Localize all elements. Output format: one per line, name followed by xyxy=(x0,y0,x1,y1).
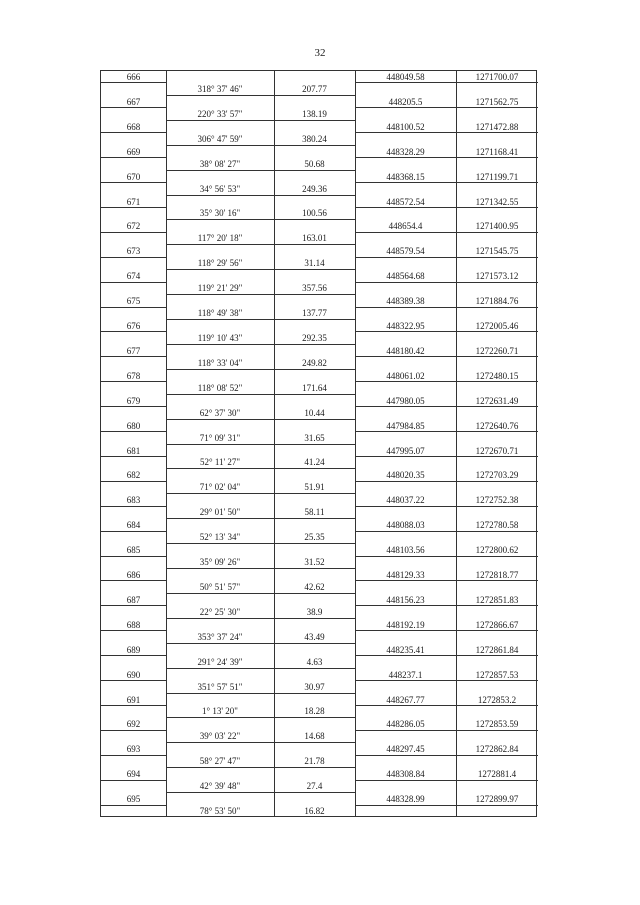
x-coordinate: 448192.19 xyxy=(386,619,425,630)
point-number: 682 xyxy=(126,470,141,481)
point-number: 666 xyxy=(126,72,141,82)
bearing-angle: 50° 51' 57" xyxy=(199,581,241,592)
bearing-angle: 119° 21' 29" xyxy=(197,283,243,294)
segment-distance: 21.78 xyxy=(304,756,325,767)
x-coordinate: 448297.45 xyxy=(386,744,425,755)
bearing-angle: 351° 57' 51" xyxy=(197,681,243,692)
y-coordinate: 1271342.55 xyxy=(475,196,519,207)
page-number: 32 xyxy=(314,47,326,59)
y-coordinate: 1272857.53 xyxy=(475,669,519,680)
segment-distance: 249.82 xyxy=(302,357,327,368)
y-coordinate: 1272703.29 xyxy=(475,470,519,481)
segment-distance: 50.68 xyxy=(304,158,325,169)
row-divider xyxy=(166,145,355,146)
segment-distance: 31.52 xyxy=(304,557,325,568)
point-number: 693 xyxy=(126,744,141,755)
x-coordinate: 448572.54 xyxy=(386,196,425,207)
segment-distance: 207.77 xyxy=(302,83,327,94)
bearing-angle: 119° 10' 43" xyxy=(197,332,243,343)
point-number: 685 xyxy=(126,545,141,556)
row-divider xyxy=(166,269,355,270)
segment-distance: 138.19 xyxy=(302,108,327,119)
x-coordinate: 448654.4 xyxy=(388,221,423,232)
row-divider xyxy=(166,294,355,295)
y-coordinate: 1271700.07 xyxy=(475,72,519,82)
segment-distance: 43.49 xyxy=(304,631,325,642)
bearing-angle: 52° 13' 34" xyxy=(199,532,241,543)
row-divider xyxy=(166,493,355,494)
segment-distance: 42.62 xyxy=(304,581,325,592)
row-divider xyxy=(166,742,355,743)
point-number: 674 xyxy=(126,271,141,282)
x-coordinate: 448308.84 xyxy=(386,769,425,780)
x-coordinate: 448286.05 xyxy=(386,719,425,730)
x-coordinate: 448020.35 xyxy=(386,470,425,481)
bearing-angle: 1° 13' 20" xyxy=(202,706,238,717)
x-coordinate: 448389.38 xyxy=(386,296,425,307)
y-coordinate: 1272861.84 xyxy=(475,644,519,655)
x-coordinate: 448129.33 xyxy=(386,570,425,580)
bearing-angle: 353° 37' 24" xyxy=(197,631,243,642)
bearing-angle: 29° 01' 50" xyxy=(199,507,241,518)
row-divider xyxy=(166,170,355,171)
x-coordinate: 448328.29 xyxy=(386,146,425,157)
y-coordinate: 1272862.84 xyxy=(475,744,519,755)
x-coordinate: 448205.5 xyxy=(388,96,423,107)
row-divider xyxy=(166,419,355,420)
y-coordinate: 1271545.75 xyxy=(475,246,519,257)
row-divider xyxy=(166,668,355,669)
point-number: 689 xyxy=(126,644,141,655)
point-number: 675 xyxy=(126,296,141,307)
y-coordinate: 1272851.83 xyxy=(475,594,519,605)
point-number: 690 xyxy=(126,669,141,680)
y-coordinate: 1272640.76 xyxy=(475,420,519,431)
segment-distance: 38.9 xyxy=(306,606,323,617)
x-coordinate: 447980.05 xyxy=(386,395,425,406)
segment-distance: 27.4 xyxy=(306,781,323,792)
row-divider xyxy=(166,568,355,569)
point-number: 684 xyxy=(126,520,141,531)
row-divider xyxy=(166,244,355,245)
point-number: 672 xyxy=(126,221,141,232)
x-coordinate: 448061.02 xyxy=(386,370,425,381)
point-number: 669 xyxy=(126,146,141,157)
point-number: 681 xyxy=(126,445,141,456)
segment-distance: 171.64 xyxy=(302,382,327,393)
segment-distance: 51.91 xyxy=(304,482,325,493)
x-coordinate: 448328.99 xyxy=(386,794,425,805)
point-number: 695 xyxy=(126,794,141,805)
bearing-angle: 118° 49' 38" xyxy=(197,308,243,319)
row-divider xyxy=(166,344,355,345)
row-divider xyxy=(166,518,355,519)
point-number: 680 xyxy=(126,420,141,431)
point-number: 687 xyxy=(126,594,141,605)
row-divider xyxy=(166,120,355,121)
y-coordinate: 1272752.38 xyxy=(475,495,519,506)
bearing-angle: 118° 08' 52" xyxy=(197,382,243,393)
row-divider xyxy=(166,543,355,544)
coordinate-table xyxy=(100,70,537,817)
y-coordinate: 1271400.95 xyxy=(475,221,519,232)
x-coordinate: 448156.23 xyxy=(386,594,425,605)
segment-distance: 16.82 xyxy=(304,806,325,817)
segment-distance: 41.24 xyxy=(304,457,325,468)
x-coordinate: 448579.54 xyxy=(386,246,425,257)
row-divider xyxy=(166,219,355,220)
row-divider xyxy=(166,95,355,96)
row-divider xyxy=(166,618,355,619)
y-coordinate: 1272818.77 xyxy=(475,570,519,580)
point-number: 679 xyxy=(126,395,141,406)
bearing-angle: 35° 09' 26" xyxy=(199,557,241,568)
y-coordinate: 1272853.59 xyxy=(475,719,519,730)
bearing-angle: 35° 30' 16" xyxy=(199,208,241,219)
row-divider xyxy=(166,195,355,196)
x-coordinate: 448235.41 xyxy=(386,644,425,655)
row-divider xyxy=(166,444,355,445)
bearing-angle: 318° 37' 46" xyxy=(197,83,243,94)
bearing-angle: 38° 08' 27" xyxy=(199,158,241,169)
segment-distance: 292.35 xyxy=(302,332,327,343)
row-divider xyxy=(166,717,355,718)
y-coordinate: 1272853.2 xyxy=(477,694,517,705)
y-coordinate: 1272480.15 xyxy=(475,370,519,381)
point-number: 670 xyxy=(126,171,141,182)
y-coordinate: 1272881.4 xyxy=(477,769,517,780)
segment-distance: 25.35 xyxy=(304,532,325,543)
y-coordinate: 1272866.67 xyxy=(475,619,519,630)
row-divider xyxy=(166,468,355,469)
row-divider xyxy=(166,693,355,694)
bearing-angle: 34° 56' 53" xyxy=(199,183,241,194)
row-divider xyxy=(166,767,355,768)
segment-distance: 100.56 xyxy=(302,208,327,219)
segment-distance: 357.56 xyxy=(302,283,327,294)
segment-distance: 14.68 xyxy=(304,731,325,742)
bearing-angle: 42° 39' 48" xyxy=(199,781,241,792)
row-divider xyxy=(166,394,355,395)
bearing-angle: 71° 09' 31" xyxy=(199,432,241,443)
bearing-angle: 78° 53' 50" xyxy=(199,806,241,817)
y-coordinate: 1272670.71 xyxy=(475,445,519,456)
y-coordinate: 1272800.62 xyxy=(475,545,519,556)
bearing-angle: 39° 03' 22" xyxy=(199,731,241,742)
segment-distance: 31.14 xyxy=(304,258,325,269)
x-coordinate: 448100.52 xyxy=(386,121,425,132)
point-number: 691 xyxy=(126,694,141,705)
point-number: 677 xyxy=(126,345,141,356)
bearing-angle: 118° 29' 56" xyxy=(197,258,243,269)
bearing-angle: 58° 27' 47" xyxy=(199,756,241,767)
y-coordinate: 1271168.41 xyxy=(475,146,519,157)
x-coordinate: 448237.1 xyxy=(388,669,423,680)
x-coordinate: 448564.68 xyxy=(386,271,425,282)
row-divider xyxy=(166,792,355,793)
y-coordinate: 1272260.71 xyxy=(475,345,519,356)
point-number: 688 xyxy=(126,619,141,630)
point-number: 694 xyxy=(126,769,141,780)
point-number: 676 xyxy=(126,321,141,331)
point-number: 673 xyxy=(126,246,141,257)
y-coordinate: 1272631.49 xyxy=(475,395,519,406)
point-number: 671 xyxy=(126,196,141,207)
bearing-angle: 291° 24' 39" xyxy=(197,656,243,667)
bearing-angle: 52° 11' 27" xyxy=(199,457,241,468)
row-divider xyxy=(166,643,355,644)
x-coordinate: 448103.56 xyxy=(386,545,425,556)
x-coordinate: 448088.03 xyxy=(386,520,425,531)
y-coordinate: 1271562.75 xyxy=(475,96,519,107)
point-number: 686 xyxy=(126,570,141,580)
point-number: 667 xyxy=(126,96,141,107)
segment-distance: 137.77 xyxy=(302,308,327,319)
y-coordinate: 1271573.12 xyxy=(475,271,519,282)
bearing-angle: 71° 02' 04" xyxy=(199,482,241,493)
point-number: 668 xyxy=(126,121,141,132)
segment-distance: 4.63 xyxy=(306,656,323,667)
segment-distance: 31.65 xyxy=(304,432,325,443)
bearing-angle: 220° 33' 57" xyxy=(197,108,243,119)
y-coordinate: 1272899.97 xyxy=(475,794,519,805)
row-divider xyxy=(166,369,355,370)
segment-distance: 380.24 xyxy=(302,133,327,144)
x-coordinate: 448180.42 xyxy=(386,345,425,356)
segment-distance: 18.28 xyxy=(304,706,325,717)
point-number: 692 xyxy=(126,719,141,730)
y-coordinate: 1272780.58 xyxy=(475,520,519,531)
segment-distance: 58.11 xyxy=(304,507,325,518)
bearing-angle: 306° 47' 59" xyxy=(197,133,243,144)
bearing-angle: 22° 25' 30" xyxy=(199,606,241,617)
y-coordinate: 1272005.46 xyxy=(475,321,519,331)
segment-distance: 30.97 xyxy=(304,681,325,692)
bearing-angle: 118° 33' 04" xyxy=(197,357,243,368)
segment-distance: 249.36 xyxy=(302,183,327,194)
y-coordinate: 1271199.71 xyxy=(475,171,519,182)
segment-distance: 10.44 xyxy=(304,407,325,418)
row-divider xyxy=(166,319,355,320)
x-coordinate: 448049.58 xyxy=(386,72,425,82)
x-coordinate: 448267.77 xyxy=(386,694,425,705)
y-coordinate: 1271472.88 xyxy=(475,121,519,132)
point-number: 683 xyxy=(126,495,141,506)
x-coordinate: 447995.07 xyxy=(386,445,425,456)
bearing-angle: 62° 37' 30" xyxy=(199,407,241,418)
x-coordinate: 448037.22 xyxy=(386,495,425,506)
point-number: 678 xyxy=(126,370,141,381)
x-coordinate: 448322.95 xyxy=(386,321,425,331)
y-coordinate: 1271884.76 xyxy=(475,296,519,307)
row-divider xyxy=(166,593,355,594)
x-coordinate: 448368.15 xyxy=(386,171,425,182)
segment-distance: 163.01 xyxy=(302,233,327,244)
bearing-angle: 117° 20' 18" xyxy=(197,233,243,244)
x-coordinate: 447984.85 xyxy=(386,420,425,431)
